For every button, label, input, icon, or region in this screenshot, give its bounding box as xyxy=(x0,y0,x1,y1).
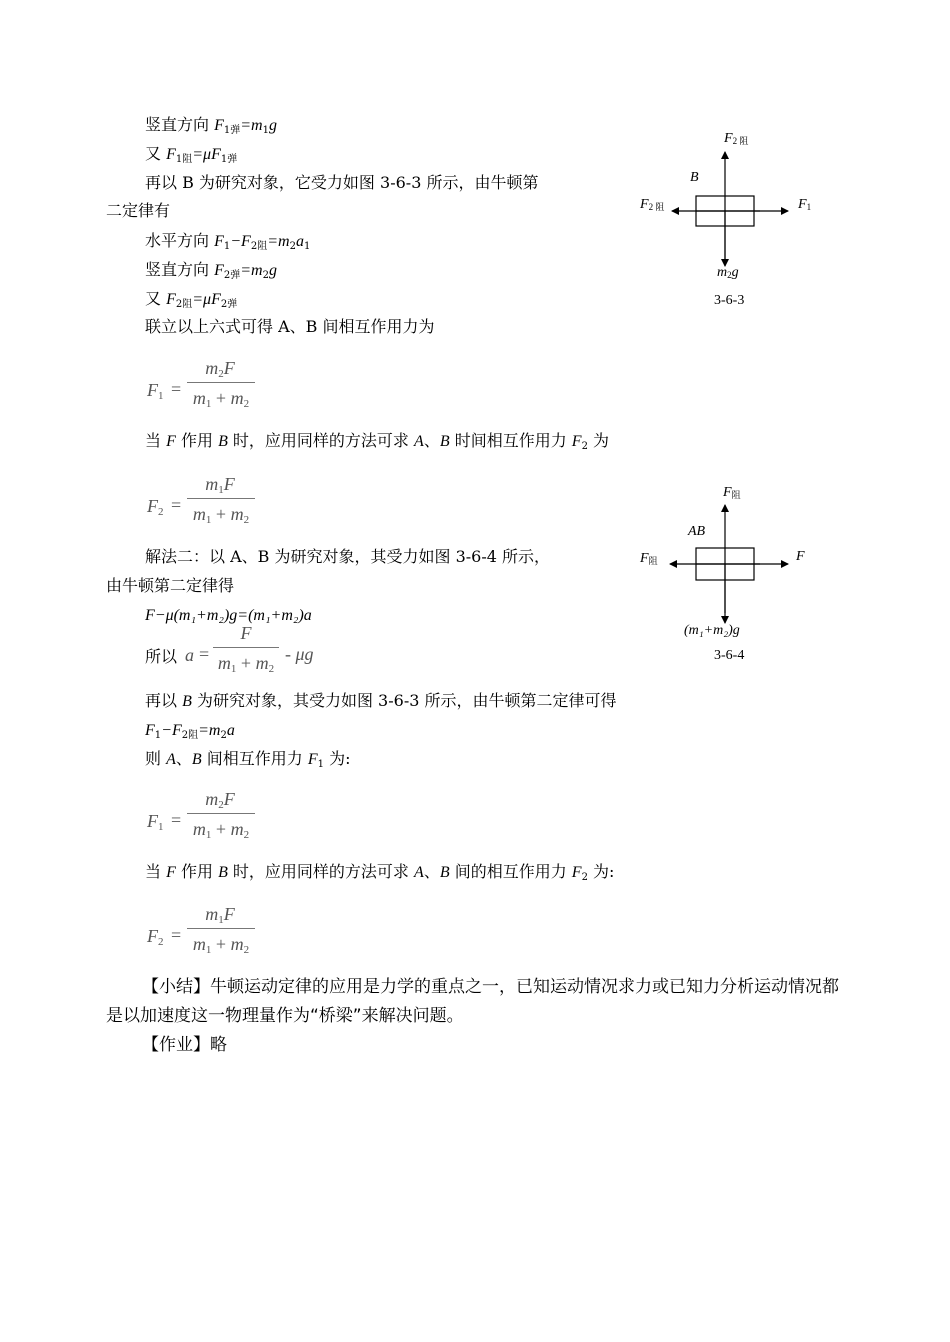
text-line: 解法二：以 A、B 为研究对象，其受力如图 3-6-4 所示， xyxy=(145,547,551,566)
label-bottom: $m_2g$ xyxy=(717,265,739,280)
label-body: AB xyxy=(688,524,706,539)
summary-paragraph: 【小结】牛顿运动定律的应用是力学的重点之一，已知运动情况求力或已知力分析运动情况都是以加速度这一物理量作为“桥梁”来解决问题。 xyxy=(106,977,839,1026)
text-line: 由牛顿第二定律得 xyxy=(106,576,235,595)
label-right: F xyxy=(796,549,805,564)
text-line: 当 F 作用 B 时，应用同样的方法可求 A、B 间的相互作用力 $F_2$ 为: xyxy=(145,862,615,883)
text-line: 二定律有 xyxy=(106,201,171,220)
label-left: $F_阻$ xyxy=(640,551,658,566)
label-top: $F_{2 阻}$ xyxy=(724,131,749,146)
text-line: 当 F 作用 B 时，应用同样的方法可求 A、B 时间相互作用力 $F_2$ 为 xyxy=(145,431,610,452)
label-right: $F_1$ xyxy=(798,197,812,212)
text-line: 再以 B 为研究对象，它受力如图 3-6-3 所示，由牛顿第 xyxy=(145,173,539,192)
text-line: 竖直方向 $F_{1弹}=m_1g$ xyxy=(145,115,277,136)
label-bottom: (m₁+m₂)g xyxy=(684,623,740,638)
text-line: 所以 xyxy=(145,647,178,666)
text-line: 联立以上六式可得 A、B 间相互作用力为 xyxy=(145,317,435,336)
homework-line: 【作业】略 xyxy=(142,1035,227,1055)
force-diagram-3-6-4 xyxy=(630,483,830,678)
figure-caption: 3-6-4 xyxy=(714,648,745,663)
force-diagram-3-6-3 xyxy=(630,125,830,320)
label-body: B xyxy=(690,170,699,185)
text-line: 竖直方向 $F_{2弹}=m_2g$ xyxy=(145,260,277,281)
text-line: 又 $F_{2阻}=\mu F_{2弹}$ xyxy=(145,289,238,310)
label-left: $F_{2 阻}$ xyxy=(640,197,665,212)
equation-line: $F_1-F_{2阻}=m_2a$ xyxy=(145,722,235,741)
label-top: $F_阻$ xyxy=(723,485,741,500)
figure-caption: 3-6-3 xyxy=(714,293,745,308)
text-line: 再以 B 为研究对象，其受力如图 3-6-3 所示，由牛顿第二定律可得 xyxy=(145,691,617,710)
text-line: 水平方向 $F_1-F_{2阻}=m_2a_1$ xyxy=(145,231,311,252)
equation-line: F−μ(m₁+m₂)g=(m₁+m₂)a xyxy=(145,607,312,624)
text-line: 又 $F_{1阻}=\mu F_{1弹}$ xyxy=(145,144,238,165)
text-line: 则 A、B 间相互作用力 $F_1$ 为: xyxy=(145,749,351,770)
